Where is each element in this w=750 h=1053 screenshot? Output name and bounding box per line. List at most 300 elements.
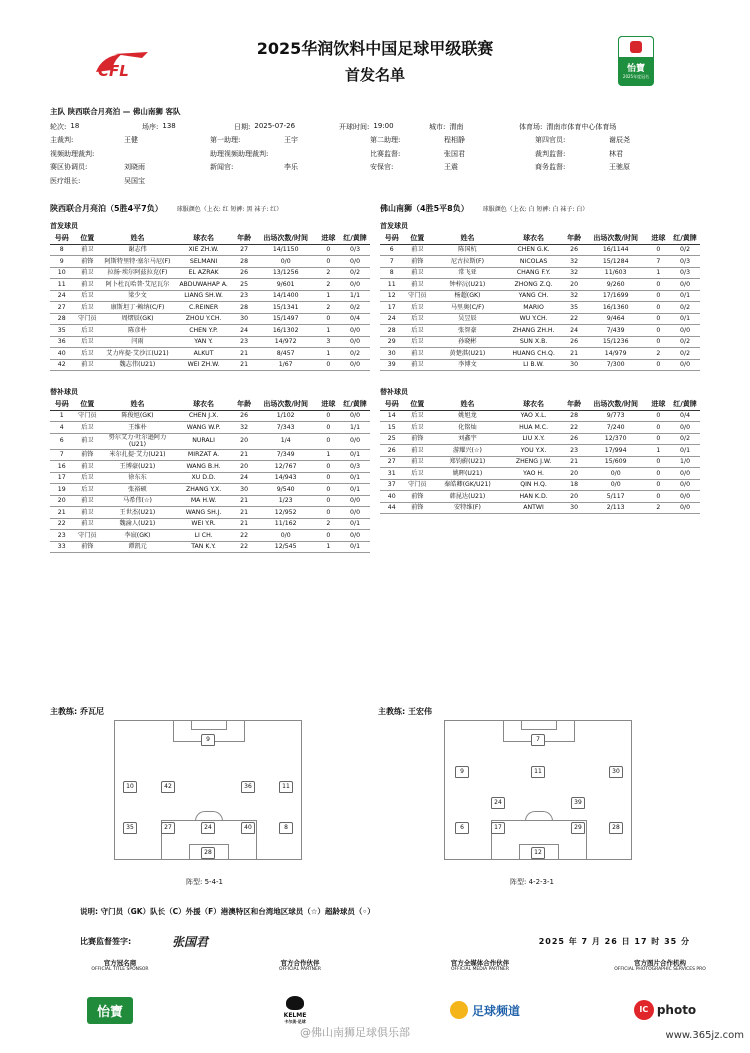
info-label: 医疗组长: bbox=[50, 176, 81, 185]
table-cell: 王博豪(U21) bbox=[101, 461, 174, 473]
table-cell: 0 bbox=[647, 468, 670, 480]
table-cell: 20 bbox=[233, 433, 254, 449]
table-cell: 康斯坦丁·赖纳(C/F) bbox=[101, 302, 174, 314]
table-cell: 前锋 bbox=[73, 449, 101, 461]
table-cell: 1/1 bbox=[340, 422, 370, 434]
table-cell: 30 bbox=[563, 359, 584, 371]
partner-photo bbox=[600, 958, 720, 972]
info-value: 谢辰尧 bbox=[609, 136, 630, 145]
table-cell: 35 bbox=[563, 302, 584, 314]
table-cell: 后卫 bbox=[73, 422, 101, 434]
home-kit-colors: 球服颜色（上衣: 红 短裤: 黑 袜子: 红） bbox=[176, 206, 283, 213]
table-row bbox=[380, 422, 700, 434]
table-cell: 12 bbox=[380, 290, 403, 302]
away-starters-title: 首发球员 bbox=[380, 222, 408, 230]
table-cell: 陈彦朴 bbox=[101, 325, 174, 337]
table-cell: 0 bbox=[647, 313, 670, 325]
table-row bbox=[50, 433, 370, 449]
table-cell: 梁少文 bbox=[101, 290, 174, 302]
column-header: 号码 bbox=[50, 399, 73, 410]
table-cell: 前卫 bbox=[73, 433, 101, 449]
table-cell: 1 bbox=[317, 449, 340, 461]
table-cell: 0/0 bbox=[670, 325, 700, 337]
table-cell: LIANG SH.W. bbox=[174, 290, 234, 302]
table-cell: 0/0 bbox=[670, 359, 700, 371]
table-cell: 0 bbox=[317, 495, 340, 507]
table-cell: 27 bbox=[233, 244, 254, 256]
table-cell: 20 bbox=[50, 495, 73, 507]
table-cell: ZHANG Y.X. bbox=[174, 484, 234, 496]
table-cell: 21 bbox=[233, 359, 254, 371]
table-cell: 1 bbox=[50, 410, 73, 422]
info-field bbox=[50, 135, 210, 145]
table-cell: 26 bbox=[380, 445, 403, 457]
info-label: 助理视频助理裁判: bbox=[210, 149, 269, 158]
table-row bbox=[380, 491, 700, 503]
table-cell: 12/952 bbox=[255, 507, 317, 519]
title-sponsor-badge bbox=[618, 36, 654, 86]
table-cell: 36 bbox=[50, 336, 73, 348]
column-header: 红/黄牌 bbox=[340, 399, 370, 410]
table-cell: 11 bbox=[380, 279, 403, 291]
table-cell: 陈俊旭(GK) bbox=[101, 410, 174, 422]
signature-row bbox=[80, 936, 690, 954]
table-cell: 0 bbox=[317, 484, 340, 496]
player-shirt: 12 bbox=[531, 847, 545, 859]
table-cell: 0/3 bbox=[340, 244, 370, 256]
table-cell: 0 bbox=[647, 302, 670, 314]
table-cell: 9/540 bbox=[255, 484, 317, 496]
table-cell: 15/1341 bbox=[255, 302, 317, 314]
table-row bbox=[50, 256, 370, 268]
table-cell: CHANG F.Y. bbox=[504, 267, 564, 279]
player-shirt: 36 bbox=[241, 781, 255, 793]
table-cell: 28 bbox=[233, 256, 254, 268]
away-coach: 主教练: 王宏伟 bbox=[378, 707, 432, 716]
table-cell: 1 bbox=[647, 267, 670, 279]
away-kit-colors: 球服颜色（上衣: 白 短裤: 白 袜子: 白） bbox=[482, 206, 589, 213]
column-header: 姓名 bbox=[101, 399, 174, 410]
away-subs-title: 替补球员 bbox=[380, 388, 408, 396]
table-cell: 9/601 bbox=[255, 279, 317, 291]
table-cell: 10 bbox=[50, 267, 73, 279]
info-value: 19:00 bbox=[373, 121, 394, 130]
info-value: 138 bbox=[162, 121, 176, 130]
table-cell: 3 bbox=[317, 336, 340, 348]
table-cell: 44 bbox=[380, 502, 403, 514]
table-cell: 22 bbox=[233, 530, 254, 542]
info-value: 吴国宝 bbox=[124, 176, 145, 185]
partner-cn: 官方图片合作机构 bbox=[634, 959, 686, 967]
table-cell: MA H.W. bbox=[174, 495, 234, 507]
player-shirt: 6 bbox=[455, 822, 469, 834]
info-label: 商务监督: bbox=[535, 163, 566, 172]
info-label: 赛区协调员: bbox=[50, 163, 88, 172]
table-cell: 0/2 bbox=[340, 348, 370, 360]
football-channel-logo bbox=[430, 990, 540, 1030]
column-header: 红/黄牌 bbox=[670, 399, 700, 410]
table-cell: 0/2 bbox=[670, 302, 700, 314]
table-cell: WEI ZH.W. bbox=[174, 359, 234, 371]
table-cell: 39 bbox=[380, 359, 403, 371]
table-cell: 20 bbox=[563, 279, 584, 291]
table-cell: 0/0 bbox=[340, 336, 370, 348]
info-field bbox=[370, 135, 535, 145]
column-header: 球衣名 bbox=[174, 399, 234, 410]
table-cell: 李博文 bbox=[431, 359, 504, 371]
table-cell: 27 bbox=[380, 456, 403, 468]
table-cell: 30 bbox=[563, 502, 584, 514]
table-cell: 24 bbox=[233, 472, 254, 484]
table-cell: 14/943 bbox=[255, 472, 317, 484]
table-cell: 后卫 bbox=[403, 468, 431, 480]
table-cell: SELMANI bbox=[174, 256, 234, 268]
table-cell: 9/260 bbox=[585, 279, 647, 291]
info-field bbox=[50, 149, 210, 159]
table-cell: 0/0 bbox=[340, 279, 370, 291]
table-cell: 23 bbox=[50, 530, 73, 542]
table-cell: 陈国杭 bbox=[431, 244, 504, 256]
table-cell: 26 bbox=[233, 267, 254, 279]
info-field bbox=[535, 162, 700, 172]
table-cell: 0 bbox=[317, 359, 340, 371]
page-title: 2025华润饮料中国足球甲级联赛 bbox=[256, 39, 494, 58]
partner-labels bbox=[60, 958, 720, 972]
table-cell: 守门员 bbox=[73, 530, 101, 542]
cfl-logo-text: CFL bbox=[98, 62, 129, 80]
home-coach: 主教练: 乔瓦尼 bbox=[50, 707, 104, 716]
table-cell: 21 bbox=[563, 456, 584, 468]
info-field bbox=[429, 122, 519, 132]
table-cell: 后卫 bbox=[403, 336, 431, 348]
table-cell: 0/0 bbox=[670, 468, 700, 480]
table-cell: ZHENG J.W. bbox=[504, 456, 564, 468]
table-row bbox=[380, 433, 700, 445]
info-label: 城市: bbox=[429, 122, 446, 131]
table-cell: HUANG CH.Q. bbox=[504, 348, 564, 360]
info-field bbox=[535, 149, 700, 159]
column-header: 红/黄牌 bbox=[340, 233, 370, 244]
table-cell: HAN K.D. bbox=[504, 491, 564, 503]
table-cell: 32 bbox=[563, 256, 584, 268]
away-formation-pitch bbox=[444, 720, 632, 860]
table-cell: 21 bbox=[233, 348, 254, 360]
table-cell: YAO X.L. bbox=[504, 410, 564, 422]
column-header: 位置 bbox=[73, 233, 101, 244]
info-value: 渭南 bbox=[449, 122, 464, 131]
table-row bbox=[380, 302, 700, 314]
partner-cn: 官方合作伙伴 bbox=[280, 959, 320, 967]
table-row bbox=[50, 530, 370, 542]
table-cell: 16/1360 bbox=[585, 302, 647, 314]
table-cell: 2 bbox=[317, 302, 340, 314]
info-value: 李乐 bbox=[284, 163, 298, 172]
table-cell: C.REINER bbox=[174, 302, 234, 314]
table-row bbox=[380, 256, 700, 268]
table-cell: 13/1256 bbox=[255, 267, 317, 279]
page-subtitle: 首发名单 bbox=[344, 66, 405, 84]
home-subs-table bbox=[50, 399, 370, 553]
table-header-row bbox=[380, 233, 700, 244]
table-cell: 0/0 bbox=[340, 325, 370, 337]
away-subs-table bbox=[380, 399, 700, 514]
player-shirt: 42 bbox=[161, 781, 175, 793]
table-cell: 21 bbox=[233, 518, 254, 530]
table-cell: 0 bbox=[647, 290, 670, 302]
column-header: 号码 bbox=[50, 233, 73, 244]
table-cell: 0/0 bbox=[340, 495, 370, 507]
partner-title-sponsor bbox=[60, 958, 180, 972]
table-cell: 前锋 bbox=[403, 491, 431, 503]
table-cell: 前锋 bbox=[73, 541, 101, 553]
table-cell: 后卫 bbox=[73, 336, 101, 348]
table-cell: 2/113 bbox=[585, 502, 647, 514]
table-row bbox=[380, 279, 700, 291]
table-cell: 21 bbox=[233, 449, 254, 461]
table-cell: 30 bbox=[233, 313, 254, 325]
table-cell: 0/2 bbox=[340, 302, 370, 314]
table-cell: 0/3 bbox=[340, 461, 370, 473]
table-cell: 15/609 bbox=[585, 456, 647, 468]
table-row bbox=[50, 325, 370, 337]
table-cell: 0/0 bbox=[670, 491, 700, 503]
table-cell: 22 bbox=[233, 541, 254, 553]
away-team-name: 佛山南狮（4胜5平8负） bbox=[380, 204, 469, 213]
table-cell: 23 bbox=[233, 290, 254, 302]
table-cell: 0/0 bbox=[340, 410, 370, 422]
player-shirt: 29 bbox=[571, 822, 585, 834]
column-header: 进球 bbox=[647, 399, 670, 410]
table-cell: 杨超(GK) bbox=[431, 290, 504, 302]
table-cell: 25 bbox=[380, 433, 403, 445]
table-cell: 守门员 bbox=[403, 479, 431, 491]
partner-en: OFFICIAL PHOTOGRAPHIC SERVICES PRO bbox=[614, 967, 706, 972]
table-cell: 14 bbox=[380, 410, 403, 422]
player-shirt: 40 bbox=[241, 822, 255, 834]
table-cell: 钟梓沅(U21) bbox=[431, 279, 504, 291]
info-value: 刘晓雨 bbox=[124, 163, 145, 172]
table-cell: 0/1 bbox=[340, 472, 370, 484]
table-cell: 17/994 bbox=[585, 445, 647, 457]
icphoto-mark: IC bbox=[634, 1000, 654, 1020]
table-cell: 0/0 bbox=[585, 468, 647, 480]
table-cell: 7 bbox=[647, 256, 670, 268]
table-row bbox=[50, 507, 370, 519]
table-cell: 0 bbox=[647, 433, 670, 445]
table-cell: 1/23 bbox=[255, 495, 317, 507]
table-cell: 1 bbox=[317, 290, 340, 302]
column-header: 位置 bbox=[73, 399, 101, 410]
table-cell: 42 bbox=[50, 359, 73, 371]
table-cell: 7/300 bbox=[585, 359, 647, 371]
table-row bbox=[380, 502, 700, 514]
table-cell: 前卫 bbox=[403, 244, 431, 256]
column-header: 姓名 bbox=[101, 233, 174, 244]
table-cell: LIU X.Y. bbox=[504, 433, 564, 445]
info-field bbox=[210, 149, 370, 159]
info-label: 安保官: bbox=[370, 163, 394, 172]
table-cell: 王维朴 bbox=[101, 422, 174, 434]
table-cell: 谭凯元 bbox=[101, 541, 174, 553]
table-cell: 孙晓彬 bbox=[431, 336, 504, 348]
table-cell: 21 bbox=[233, 507, 254, 519]
info-label: 体育场: bbox=[519, 122, 543, 131]
table-cell: 后卫 bbox=[403, 325, 431, 337]
table-cell: 15/1497 bbox=[255, 313, 317, 325]
table-cell: 前卫 bbox=[403, 348, 431, 360]
partner-media bbox=[420, 958, 540, 972]
table-cell: 12/767 bbox=[255, 461, 317, 473]
table-cell: 努尔艾力·吐尔逊阿力(U21) bbox=[101, 433, 174, 449]
table-cell: 12/545 bbox=[255, 541, 317, 553]
table-cell: 11 bbox=[50, 279, 73, 291]
table-row bbox=[380, 456, 700, 468]
table-cell: 30 bbox=[380, 348, 403, 360]
table-cell: 14/1150 bbox=[255, 244, 317, 256]
table-row bbox=[50, 267, 370, 279]
player-shirt: 24 bbox=[201, 822, 215, 834]
table-cell: 6 bbox=[50, 433, 73, 449]
table-cell: 0/3 bbox=[670, 256, 700, 268]
player-shirt: 11 bbox=[279, 781, 293, 793]
info-value: 程相静 bbox=[444, 136, 465, 145]
table-cell: WANG B.H. bbox=[174, 461, 234, 473]
table-cell: 19 bbox=[50, 484, 73, 496]
table-cell: YOU Y.X. bbox=[504, 445, 564, 457]
table-cell: 游耀兴(☆) bbox=[431, 445, 504, 457]
table-cell: 2 bbox=[647, 502, 670, 514]
info-label: 裁判监督: bbox=[535, 149, 566, 158]
table-cell: 21 bbox=[50, 507, 73, 519]
table-cell: 0 bbox=[647, 479, 670, 491]
table-row bbox=[380, 267, 700, 279]
table-cell: EL AZRAK bbox=[174, 267, 234, 279]
table-cell: 前卫 bbox=[73, 359, 101, 371]
info-label: 主裁判: bbox=[50, 136, 74, 145]
table-cell: ANTWI bbox=[504, 502, 564, 514]
table-row bbox=[380, 445, 700, 457]
table-cell: 35 bbox=[50, 325, 73, 337]
table-cell: 0/3 bbox=[670, 267, 700, 279]
table-cell: 4 bbox=[50, 422, 73, 434]
sponsor-badge-text: 怡寶 bbox=[626, 64, 645, 74]
table-cell: 23 bbox=[233, 336, 254, 348]
table-cell: 0/1 bbox=[340, 541, 370, 553]
column-header: 进球 bbox=[317, 399, 340, 410]
player-shirt: 28 bbox=[609, 822, 623, 834]
table-cell: 0 bbox=[317, 530, 340, 542]
table-cell: 前卫 bbox=[73, 244, 101, 256]
table-cell: 40 bbox=[380, 491, 403, 503]
table-row bbox=[50, 541, 370, 553]
table-cell: WANG SH.J. bbox=[174, 507, 234, 519]
table-cell: 7/343 bbox=[255, 422, 317, 434]
table-cell: 0/1 bbox=[340, 484, 370, 496]
table-cell: 徐东东 bbox=[101, 472, 174, 484]
table-cell: 23 bbox=[563, 445, 584, 457]
table-cell: 0 bbox=[317, 433, 340, 449]
table-cell: 11/162 bbox=[255, 518, 317, 530]
table-row bbox=[380, 244, 700, 256]
table-cell: 后卫 bbox=[403, 302, 431, 314]
table-cell: 1/4 bbox=[255, 433, 317, 449]
column-header: 年龄 bbox=[563, 399, 584, 410]
info-value: 林君 bbox=[609, 149, 623, 158]
table-cell: ZHOU Y.CH. bbox=[174, 313, 234, 325]
table-row bbox=[50, 484, 370, 496]
table-cell: SUN X.B. bbox=[504, 336, 564, 348]
table-cell: LI B.W. bbox=[504, 359, 564, 371]
match-teams-line: 主队 陕西联合月亮泊 — 佛山南狮 客队 bbox=[50, 107, 181, 116]
table-cell: 16/1302 bbox=[255, 325, 317, 337]
icphoto-text: photo bbox=[656, 1003, 697, 1017]
table-cell: 0/0 bbox=[585, 479, 647, 491]
table-cell: 14/979 bbox=[585, 348, 647, 360]
table-cell: 0 bbox=[647, 410, 670, 422]
column-header: 号码 bbox=[380, 399, 403, 410]
partner-cn: 官方冠名商 bbox=[103, 959, 137, 967]
sponsor-badge-small: 2025年度冠名 bbox=[622, 74, 650, 79]
table-cell: HUA M.C. bbox=[504, 422, 564, 434]
table-cell: NURALI bbox=[174, 433, 234, 449]
table-cell: 7 bbox=[380, 256, 403, 268]
table-cell: 0/1 bbox=[670, 313, 700, 325]
table-cell: 前锋 bbox=[403, 433, 431, 445]
table-cell: 0 bbox=[317, 461, 340, 473]
info-field bbox=[370, 149, 535, 159]
info-row bbox=[50, 174, 700, 188]
table-row bbox=[380, 325, 700, 337]
kelme-logo-sub: 卡尔美·足球 bbox=[284, 1018, 306, 1024]
column-header: 出场次数/时间 bbox=[255, 399, 317, 410]
info-field bbox=[234, 122, 339, 132]
yibao-logo bbox=[70, 990, 150, 1030]
table-cell: 16/1144 bbox=[585, 244, 647, 256]
table-row bbox=[50, 290, 370, 302]
table-row bbox=[50, 472, 370, 484]
player-shirt: 28 bbox=[201, 847, 215, 859]
table-cell: 刘鑫宇 bbox=[431, 433, 504, 445]
table-cell: 21 bbox=[233, 495, 254, 507]
column-header: 姓名 bbox=[431, 399, 504, 410]
table-cell: 前卫 bbox=[73, 267, 101, 279]
table-cell: 24 bbox=[380, 313, 403, 325]
table-cell: ZHANG ZH.H. bbox=[504, 325, 564, 337]
table-row bbox=[380, 313, 700, 325]
table-cell: 26 bbox=[563, 336, 584, 348]
table-cell: 28 bbox=[233, 302, 254, 314]
table-cell: 25 bbox=[233, 279, 254, 291]
info-label: 第四官员: bbox=[535, 136, 566, 145]
info-field bbox=[535, 135, 700, 145]
table-cell: 后卫 bbox=[403, 313, 431, 325]
table-cell: 前卫 bbox=[403, 456, 431, 468]
info-field bbox=[370, 162, 535, 172]
table-cell: 守门员 bbox=[403, 290, 431, 302]
partner-official bbox=[240, 958, 360, 972]
table-cell: QIN H.Q. bbox=[504, 479, 564, 491]
table-cell: 20 bbox=[563, 468, 584, 480]
player-shirt: 7 bbox=[531, 734, 545, 746]
table-cell: 阿卜杜瓦哈普·艾尼瓦尔 bbox=[101, 279, 174, 291]
info-row bbox=[50, 147, 700, 161]
table-cell: 0 bbox=[317, 244, 340, 256]
table-cell: 后卫 bbox=[403, 422, 431, 434]
info-field bbox=[210, 162, 370, 172]
table-cell: 9/464 bbox=[585, 313, 647, 325]
table-cell: 前卫 bbox=[403, 279, 431, 291]
yibao-logo-text: 怡寶 bbox=[87, 997, 133, 1024]
